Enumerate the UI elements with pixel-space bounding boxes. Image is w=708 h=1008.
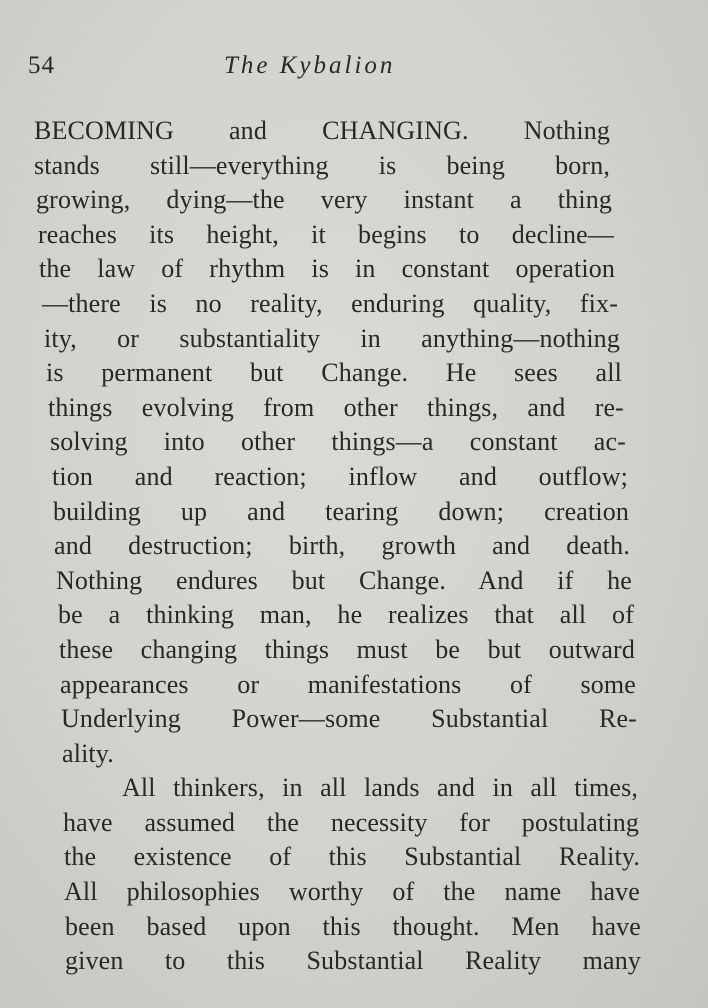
running-title: The Kybalion — [224, 52, 396, 79]
body-text — [34, 114, 641, 979]
paragraph-first-line: All thinkers, in all lands and in all times, — [122, 773, 638, 803]
text-line: these changing things must be but outward — [59, 634, 635, 664]
text-line: been based upon this thought. Men have — [65, 911, 641, 941]
text-line: things evolving from other things, and re- — [48, 392, 624, 422]
text-line: is permanent but Change. He sees all — [46, 358, 622, 388]
page-number: 54 — [28, 52, 55, 79]
text-line: be a thinking man, he realizes that all of — [58, 600, 634, 630]
text-line: reaches its height, it begins to decline— — [38, 219, 614, 249]
text-line: Nothing endures but Change. And if he — [56, 565, 632, 595]
text-line: Underlying Power—some Substantial Re- — [61, 704, 637, 734]
text-line: ality. — [62, 738, 114, 768]
text-line: given to this Substantial Reality many — [65, 946, 641, 976]
text-line: the existence of this Substantial Reality. — [64, 842, 640, 872]
text-line: solving into other things—a constant ac- — [50, 427, 626, 457]
text-line: growing, dying—the very instant a thing — [36, 185, 612, 215]
running-head — [28, 52, 668, 88]
text-line: tion and reaction; inflow and outflow; — [52, 461, 628, 491]
text-line: the law of rhythm is in constant operation — [39, 254, 615, 284]
text-line: ity, or substantiality in anything—nothing — [44, 323, 620, 353]
text-line: —there is no reality, enduring quality, fix- — [42, 288, 618, 318]
text-line: BECOMING and CHANGING. Nothing — [34, 116, 610, 145]
text-line: appearances or manifestations of some — [60, 669, 636, 699]
text-line: building up and tearing down; creation — [53, 496, 629, 526]
text-line: and destruction; birth, growth and death. — [54, 531, 630, 561]
text-line: stands still—everything is being born, — [34, 150, 610, 180]
text-line: All philosophies worthy of the name have — [64, 877, 640, 907]
text-line: have assumed the necessity for postulating — [63, 807, 639, 837]
